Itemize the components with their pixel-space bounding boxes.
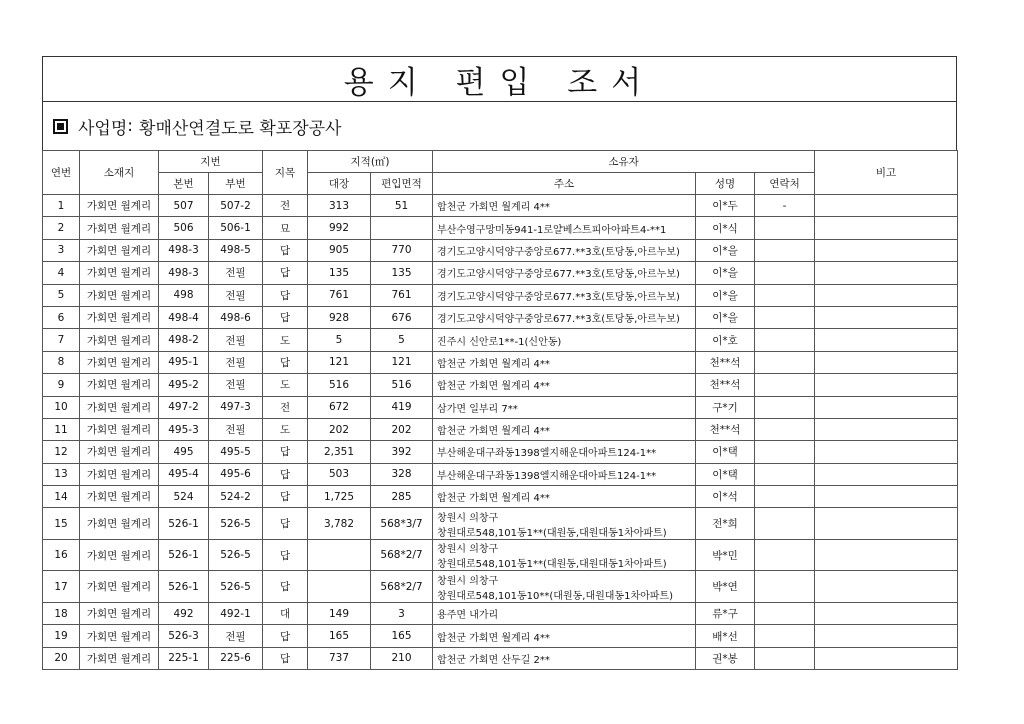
cell-land-type: 답: [263, 239, 308, 261]
address-line-1: 진주시 신안로1**-1(신안동): [437, 336, 562, 348]
cell-lot-sub: 495-6: [209, 463, 263, 485]
cell-remark: [815, 351, 958, 373]
cell-location: 가회면 월계리: [80, 374, 159, 396]
table-row: [43, 284, 958, 306]
cell-owner-contact: [755, 239, 815, 261]
cell-land-type: 답: [263, 284, 308, 306]
cell-owner-name: 이*을: [696, 284, 755, 306]
cell-location: 가회면 월계리: [80, 508, 159, 540]
cell-owner-contact: [755, 306, 815, 328]
cell-owner-contact: [755, 374, 815, 396]
cell-location: 가회면 월계리: [80, 539, 159, 571]
cell-owner-address: [433, 539, 696, 571]
address-line-1: 합천군 가회면 월계리 4**: [437, 358, 550, 370]
cell-owner-address: [433, 284, 696, 306]
cell-area-ledger: 149: [308, 602, 371, 624]
address-line-1: 경기도고양시덕양구중앙로677.**3호(토당동,아르누보): [437, 246, 680, 258]
cell-location: 가회면 월계리: [80, 329, 159, 351]
cell-owner-contact: [755, 418, 815, 440]
cell-area-incorp: 419: [371, 396, 433, 418]
cell-area-incorp: 121: [371, 351, 433, 373]
cell-area-incorp: 568*2/7: [371, 539, 433, 571]
cell-owner-contact: [755, 539, 815, 571]
cell-no: 3: [43, 239, 80, 261]
cell-owner-name: 구*기: [696, 396, 755, 418]
cell-area-incorp: 202: [371, 418, 433, 440]
header-lot: 지번: [159, 151, 263, 173]
cell-area-incorp: 5: [371, 329, 433, 351]
cell-owner-name: 이*택: [696, 441, 755, 463]
cell-lot-main: 498: [159, 284, 209, 306]
cell-area-ledger: 672: [308, 396, 371, 418]
cell-owner-name: 전*희: [696, 508, 755, 540]
cell-owner-address: [433, 217, 696, 239]
cell-lot-main: 495: [159, 441, 209, 463]
cell-owner-address: [433, 306, 696, 328]
cell-remark: [815, 262, 958, 284]
cell-area-incorp: 285: [371, 486, 433, 508]
cell-area-ledger: 165: [308, 625, 371, 647]
cell-lot-main: 495-4: [159, 463, 209, 485]
cell-owner-name: 이*두: [696, 195, 755, 217]
table-row: [43, 508, 958, 540]
table-row: [43, 571, 958, 603]
cell-area-ledger: 516: [308, 374, 371, 396]
cell-area-incorp: 3: [371, 602, 433, 624]
address-line-1: 창원시 의창구: [437, 512, 499, 524]
document-title-box: [42, 56, 957, 101]
cell-lot-sub: 506-1: [209, 217, 263, 239]
table-header: [43, 151, 958, 195]
cell-lot-main: 498-3: [159, 262, 209, 284]
cell-location: 가회면 월계리: [80, 351, 159, 373]
cell-lot-sub: 495-5: [209, 441, 263, 463]
table-row: [43, 374, 958, 396]
project-line: [42, 101, 957, 150]
address-line-1: 합천군 가회면 월계리 4**: [437, 632, 550, 644]
cell-owner-contact: -: [755, 195, 815, 217]
address-line-1: 합천군 가회면 월계리 4**: [437, 381, 550, 393]
table-row: [43, 418, 958, 440]
cell-land-type: 답: [263, 486, 308, 508]
cell-lot-sub: 225-6: [209, 647, 263, 669]
cell-owner-name: 류*구: [696, 602, 755, 624]
project-name: 황매산연결도로 확포장공사: [139, 118, 342, 139]
cell-lot-main: 507: [159, 195, 209, 217]
cell-remark: [815, 441, 958, 463]
cell-owner-contact: [755, 508, 815, 540]
cell-lot-main: 497-2: [159, 396, 209, 418]
table-row: [43, 539, 958, 571]
cell-area-incorp: 165: [371, 625, 433, 647]
cell-owner-contact: [755, 625, 815, 647]
cell-area-incorp: 676: [371, 306, 433, 328]
cell-location: 가회면 월계리: [80, 441, 159, 463]
cell-remark: [815, 418, 958, 440]
cell-no: 20: [43, 647, 80, 669]
square-bullet-icon: [53, 119, 68, 134]
header-lot-sub: 부번: [209, 173, 263, 195]
cell-lot-sub: 전필: [209, 329, 263, 351]
cell-area-ledger: 1,725: [308, 486, 371, 508]
cell-land-type: 답: [263, 571, 308, 603]
cell-area-incorp: 51: [371, 195, 433, 217]
cell-owner-contact: [755, 571, 815, 603]
cell-lot-sub: 498-5: [209, 239, 263, 261]
address-line-1: 부산수영구망미동941-1로얄베스트피아아파트4-**1: [437, 224, 667, 236]
project-label: 사업명: [78, 118, 128, 139]
address-line-2: 창원대로548,101동10**(대원동,대원대동1차아파트): [437, 590, 674, 602]
cell-lot-main: 495-2: [159, 374, 209, 396]
cell-lot-sub: 전필: [209, 262, 263, 284]
cell-lot-sub: 전필: [209, 625, 263, 647]
cell-location: 가회면 월계리: [80, 625, 159, 647]
cell-lot-main: 526-1: [159, 508, 209, 540]
cell-area-ledger: 761: [308, 284, 371, 306]
cell-remark: [815, 284, 958, 306]
cell-owner-name: 박*민: [696, 539, 755, 571]
cell-area-incorp: 516: [371, 374, 433, 396]
address-line-1: 경기도고양시덕양구중앙로677.**3호(토당동,아르누보): [437, 269, 680, 281]
cell-no: 15: [43, 508, 80, 540]
cell-owner-name: 천**석: [696, 418, 755, 440]
cell-lot-sub: 497-3: [209, 396, 263, 418]
cell-land-type: 대: [263, 602, 308, 624]
cell-lot-main: 495-1: [159, 351, 209, 373]
cell-lot-sub: 507-2: [209, 195, 263, 217]
cell-land-type: 답: [263, 463, 308, 485]
cell-location: 가회면 월계리: [80, 418, 159, 440]
document: [42, 56, 957, 670]
cell-owner-address: [433, 463, 696, 485]
cell-owner-address: [433, 441, 696, 463]
cell-owner-contact: [755, 217, 815, 239]
header-location: 소재지: [80, 151, 159, 195]
address-line-1: 합천군 가회면 산두길 2**: [437, 654, 550, 666]
address-line-1: 창원시 의창구: [437, 544, 499, 556]
cell-remark: [815, 602, 958, 624]
cell-owner-address: [433, 602, 696, 624]
cell-area-ledger: 135: [308, 262, 371, 284]
cell-remark: [815, 539, 958, 571]
cell-owner-name: 이*호: [696, 329, 755, 351]
cell-remark: [815, 647, 958, 669]
cell-owner-contact: [755, 463, 815, 485]
cell-area-ledger: 3,782: [308, 508, 371, 540]
cell-owner-address: [433, 625, 696, 647]
cell-lot-sub: 526-5: [209, 539, 263, 571]
table-row: [43, 239, 958, 261]
header-area-ledger: 대장: [308, 173, 371, 195]
cell-owner-contact: [755, 351, 815, 373]
cell-remark: [815, 306, 958, 328]
cell-location: 가회면 월계리: [80, 262, 159, 284]
cell-land-type: 답: [263, 539, 308, 571]
cell-location: 가회면 월계리: [80, 571, 159, 603]
cell-remark: [815, 396, 958, 418]
cell-area-incorp: 328: [371, 463, 433, 485]
cell-lot-sub: 526-5: [209, 508, 263, 540]
cell-owner-name: 박*연: [696, 571, 755, 603]
cell-lot-main: 495-3: [159, 418, 209, 440]
cell-area-incorp: [371, 217, 433, 239]
table-row: [43, 441, 958, 463]
cell-location: 가회면 월계리: [80, 306, 159, 328]
cell-remark: [815, 329, 958, 351]
cell-owner-contact: [755, 262, 815, 284]
header-owner-name: 성명: [696, 173, 755, 195]
header-owner-contact: 연락처: [755, 173, 815, 195]
cell-lot-main: 498-4: [159, 306, 209, 328]
address-line-1: 용주면 내가리: [437, 610, 499, 622]
header-remark: 비고: [815, 151, 958, 195]
cell-lot-sub: 526-5: [209, 571, 263, 603]
header-area: 지적(㎡): [308, 151, 433, 173]
cell-land-type: 답: [263, 647, 308, 669]
address-line-1: 경기도고양시덕양구중앙로677.**3호(토당동,아르누보): [437, 291, 680, 303]
cell-remark: [815, 463, 958, 485]
cell-owner-address: [433, 396, 696, 418]
cell-owner-name: 이*을: [696, 239, 755, 261]
address-line-1: 합천군 가회면 월계리 4**: [437, 202, 550, 214]
cell-land-type: 전: [263, 195, 308, 217]
cell-remark: [815, 625, 958, 647]
table-row: [43, 396, 958, 418]
cell-remark: [815, 486, 958, 508]
cell-owner-name: 천**석: [696, 374, 755, 396]
cell-lot-main: 498-3: [159, 239, 209, 261]
cell-owner-address: [433, 418, 696, 440]
cell-owner-address: [433, 374, 696, 396]
table-row: [43, 262, 958, 284]
cell-land-type: 답: [263, 441, 308, 463]
cell-no: 19: [43, 625, 80, 647]
table-row: [43, 602, 958, 624]
cell-location: 가회면 월계리: [80, 486, 159, 508]
cell-owner-contact: [755, 441, 815, 463]
cell-location: 가회면 월계리: [80, 195, 159, 217]
cell-area-incorp: 392: [371, 441, 433, 463]
header-land-type: 지목: [263, 151, 308, 195]
cell-no: 6: [43, 306, 80, 328]
cell-remark: [815, 571, 958, 603]
address-line-1: 합천군 가회면 월계리 4**: [437, 493, 550, 505]
cell-lot-main: 526-1: [159, 571, 209, 603]
cell-owner-address: [433, 571, 696, 603]
cell-land-type: 도: [263, 329, 308, 351]
table-row: [43, 647, 958, 669]
cell-lot-main: 498-2: [159, 329, 209, 351]
cell-owner-name: 이*을: [696, 306, 755, 328]
cell-land-type: 도: [263, 374, 308, 396]
header-area-incorp: 편입면적: [371, 173, 433, 195]
cell-area-ledger: [308, 539, 371, 571]
cell-area-incorp: 210: [371, 647, 433, 669]
cell-remark: [815, 195, 958, 217]
cell-area-incorp: 135: [371, 262, 433, 284]
header-owner: 소유자: [433, 151, 815, 173]
table-row: [43, 486, 958, 508]
header-owner-address: 주소: [433, 173, 696, 195]
cell-no: 9: [43, 374, 80, 396]
cell-owner-contact: [755, 284, 815, 306]
cell-owner-contact: [755, 486, 815, 508]
cell-no: 2: [43, 217, 80, 239]
cell-land-type: 답: [263, 306, 308, 328]
cell-owner-contact: [755, 396, 815, 418]
cell-no: 17: [43, 571, 80, 603]
cell-remark: [815, 508, 958, 540]
cell-no: 12: [43, 441, 80, 463]
cell-location: 가회면 월계리: [80, 602, 159, 624]
address-line-2: 창원대로548,101동1**(대원동,대원대동1차아파트): [437, 559, 667, 571]
cell-no: 7: [43, 329, 80, 351]
cell-lot-sub: 전필: [209, 351, 263, 373]
cell-owner-contact: [755, 647, 815, 669]
cell-no: 18: [43, 602, 80, 624]
cell-land-type: 답: [263, 625, 308, 647]
address-line-1: 합천군 가회면 월계리 4**: [437, 426, 550, 438]
cell-location: 가회면 월계리: [80, 284, 159, 306]
cell-lot-sub: 전필: [209, 374, 263, 396]
table-row: [43, 463, 958, 485]
document-title: 용지 편입 조서: [343, 64, 656, 101]
cell-land-type: 도: [263, 418, 308, 440]
table-row: [43, 625, 958, 647]
cell-owner-name: 이*식: [696, 217, 755, 239]
cell-owner-address: [433, 195, 696, 217]
cell-lot-main: 526-3: [159, 625, 209, 647]
project-colon: :: [127, 116, 134, 136]
cell-land-type: 답: [263, 508, 308, 540]
cell-lot-sub: 524-2: [209, 486, 263, 508]
cell-location: 가회면 월계리: [80, 239, 159, 261]
cell-area-incorp: 770: [371, 239, 433, 261]
table-body: [43, 195, 958, 670]
cell-owner-address: [433, 351, 696, 373]
cell-remark: [815, 374, 958, 396]
cell-no: 5: [43, 284, 80, 306]
cell-remark: [815, 239, 958, 261]
cell-lot-main: 225-1: [159, 647, 209, 669]
cell-lot-sub: 498-6: [209, 306, 263, 328]
cell-owner-contact: [755, 329, 815, 351]
cell-area-incorp: 761: [371, 284, 433, 306]
table-row: [43, 217, 958, 239]
cell-land-type: 묘: [263, 217, 308, 239]
cell-area-incorp: 568*3/7: [371, 508, 433, 540]
cell-owner-name: 배*선: [696, 625, 755, 647]
cell-no: 14: [43, 486, 80, 508]
cell-area-incorp: 568*2/7: [371, 571, 433, 603]
cell-no: 11: [43, 418, 80, 440]
cell-area-ledger: 992: [308, 217, 371, 239]
cell-no: 10: [43, 396, 80, 418]
cell-area-ledger: [308, 571, 371, 603]
header-no: 연번: [43, 151, 80, 195]
address-line-1: 삼가면 일부리 7**: [437, 403, 518, 415]
cell-no: 4: [43, 262, 80, 284]
cell-lot-main: 506: [159, 217, 209, 239]
cell-owner-address: [433, 486, 696, 508]
header-lot-main: 본번: [159, 173, 209, 195]
cell-area-ledger: 121: [308, 351, 371, 373]
cell-area-ledger: 905: [308, 239, 371, 261]
table-row: [43, 306, 958, 328]
address-line-1: 경기도고양시덕양구중앙로677.**3호(토당동,아르누보): [437, 314, 680, 326]
cell-area-ledger: 202: [308, 418, 371, 440]
table-row: [43, 351, 958, 373]
cell-location: 가회면 월계리: [80, 463, 159, 485]
address-line-1: 부산해운대구좌동1398엘지해운대아파트124-1**: [437, 470, 657, 482]
cell-no: 13: [43, 463, 80, 485]
cell-lot-main: 524: [159, 486, 209, 508]
cell-area-ledger: 5: [308, 329, 371, 351]
land-table: [42, 150, 958, 670]
cell-lot-sub: 492-1: [209, 602, 263, 624]
cell-owner-address: [433, 508, 696, 540]
cell-owner-name: 권*봉: [696, 647, 755, 669]
cell-location: 가회면 월계리: [80, 396, 159, 418]
cell-owner-contact: [755, 602, 815, 624]
cell-owner-name: 이*택: [696, 463, 755, 485]
cell-lot-main: 492: [159, 602, 209, 624]
cell-lot-main: 526-1: [159, 539, 209, 571]
cell-land-type: 답: [263, 262, 308, 284]
cell-owner-address: [433, 262, 696, 284]
cell-owner-name: 이*석: [696, 486, 755, 508]
cell-lot-sub: 전필: [209, 284, 263, 306]
cell-remark: [815, 217, 958, 239]
cell-no: 16: [43, 539, 80, 571]
cell-area-ledger: 737: [308, 647, 371, 669]
cell-owner-name: 천**석: [696, 351, 755, 373]
cell-owner-address: [433, 329, 696, 351]
cell-location: 가회면 월계리: [80, 217, 159, 239]
cell-area-ledger: 2,351: [308, 441, 371, 463]
cell-owner-name: 이*을: [696, 262, 755, 284]
cell-location: 가회면 월계리: [80, 647, 159, 669]
cell-owner-address: [433, 647, 696, 669]
table-row: [43, 195, 958, 217]
address-line-1: 부산해운대구좌동1398엘지해운대아파트124-1**: [437, 448, 657, 460]
cell-no: 8: [43, 351, 80, 373]
table-row: [43, 329, 958, 351]
cell-no: 1: [43, 195, 80, 217]
cell-area-ledger: 313: [308, 195, 371, 217]
address-line-2: 창원대로548,101동1**(대원동,대원대동1차아파트): [437, 527, 667, 539]
cell-land-type: 답: [263, 351, 308, 373]
address-line-1: 창원시 의창구: [437, 575, 499, 587]
cell-owner-address: [433, 239, 696, 261]
cell-lot-sub: 전필: [209, 418, 263, 440]
cell-land-type: 전: [263, 396, 308, 418]
cell-area-ledger: 928: [308, 306, 371, 328]
cell-area-ledger: 503: [308, 463, 371, 485]
